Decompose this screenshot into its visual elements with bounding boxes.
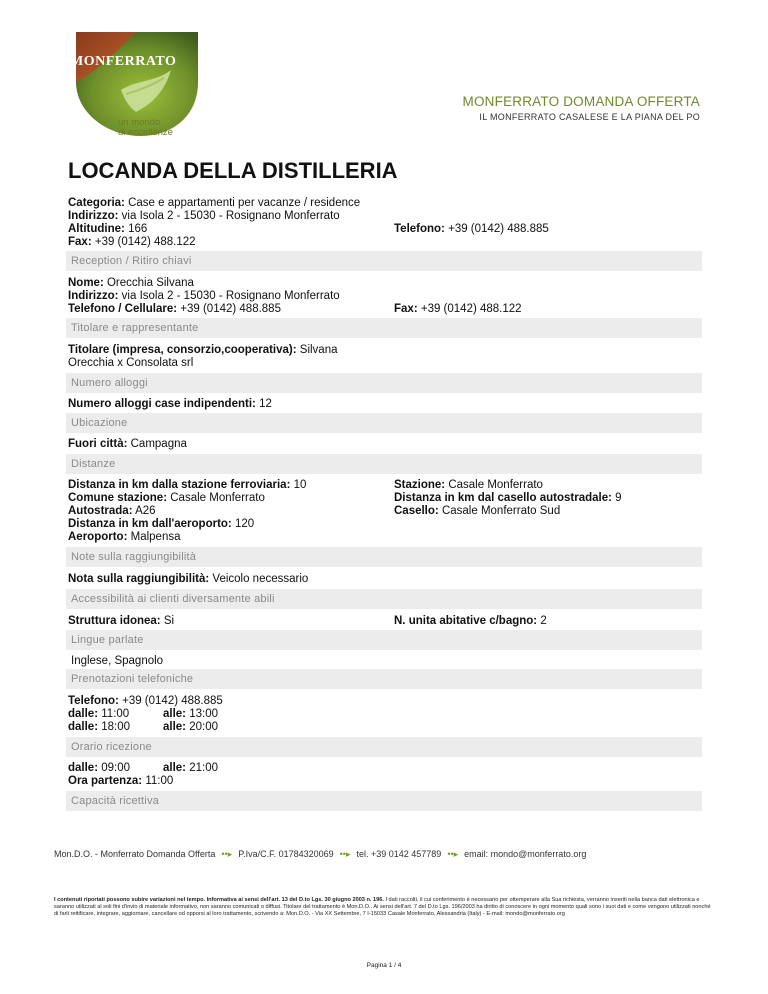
- distanza-casello: Distanza in km dal casello autostradale: 9: [394, 492, 622, 504]
- section-lingue: [66, 630, 702, 650]
- section-ubicazione: [66, 413, 702, 433]
- distanza-stazione: Distanza in km dalla stazione ferroviaria: 10: [68, 479, 307, 491]
- casello: Casello: Casale Monferrato Sud: [394, 505, 561, 517]
- section-prenotazioni-label: Prenotazioni telefoniche: [71, 673, 194, 685]
- section-orario: [66, 737, 702, 757]
- section-reception-label: Reception / Ritiro chiavi: [71, 255, 192, 267]
- footer-tel: tel. +39 0142 457789: [356, 849, 442, 859]
- autostrada: Autostrada: A26: [68, 505, 156, 517]
- section-capacita-label: Capacità ricettiva: [71, 795, 159, 807]
- footer-email[interactable]: email: mondo@monferrato.org: [464, 849, 587, 859]
- section-numero-alloggi: [66, 373, 702, 393]
- arrow-icon: ••▸: [339, 848, 351, 859]
- section-titolare-label: Titolare e rappresentante: [71, 322, 199, 334]
- section-accessibilita: [66, 589, 702, 609]
- prenotazioni-dalle-2: dalle: 18:00: [68, 721, 131, 733]
- orario-partenza: Ora partenza: 11:00: [68, 775, 174, 787]
- prenotazioni-alle-1: alle: 13:00: [163, 708, 218, 720]
- prenotazioni-telefono: Telefono: +39 (0142) 488.885: [68, 695, 223, 707]
- comune-stazione: Comune stazione: Casale Monferrato: [68, 492, 265, 504]
- logo-tagline-line1: un mondo: [118, 117, 161, 128]
- distanza-aeroporto: Distanza in km dall'aeroporto: 120: [68, 518, 255, 530]
- legal-notice: [54, 897, 714, 918]
- arrow-icon: ••▸: [447, 848, 459, 859]
- section-orario-label: Orario ricezione: [71, 741, 152, 753]
- reception-nome: Nome: Orecchia Silvana: [68, 277, 194, 289]
- categoria-line: Categoria: Case e appartamenti per vacanze / residence: [68, 197, 361, 209]
- section-numero-alloggi-label: Numero alloggi: [71, 377, 148, 389]
- section-capacita: [66, 791, 702, 811]
- prenotazioni-dalle-1: dalle: 11:00: [68, 708, 130, 720]
- page-title: LOCANDA DELLA DISTILLERIA: [68, 158, 398, 183]
- lingue-value: Inglese, Spagnolo: [71, 655, 164, 667]
- struttura-idonea: Struttura idonea: Si: [68, 615, 175, 627]
- header-title: MONFERRATO DOMANDA OFFERTA: [462, 94, 700, 109]
- section-note-label: Note sulla raggiungibilità: [71, 551, 197, 563]
- logo-brand: MONFERRATO: [70, 54, 177, 69]
- section-note: [66, 547, 702, 567]
- arrow-icon: ••▸: [221, 848, 233, 859]
- footer-piva: P.Iva/C.F. 01784320069: [238, 849, 334, 859]
- section-reception: [66, 251, 702, 271]
- titolare-line: Titolare (impresa, consorzio,cooperativa): Silvana: [68, 344, 338, 356]
- stazione: Stazione: Casale Monferrato: [394, 479, 543, 491]
- aeroporto: Aeroporto: Malpensa: [68, 531, 181, 543]
- section-ubicazione-label: Ubicazione: [71, 417, 128, 429]
- note-line: Nota sulla raggiungibilità: Veicolo necessario: [68, 573, 309, 585]
- altitudine-line: Altitudine: 166: [68, 223, 148, 235]
- section-lingue-label: Lingue parlate: [71, 634, 144, 646]
- reception-telefono: Telefono / Cellulare: +39 (0142) 488.885: [68, 303, 281, 315]
- alloggi-line: Numero alloggi case indipendenti: 12: [68, 398, 272, 410]
- header-subtitle: IL MONFERRATO CASALESE E LA PIANA DEL PO: [479, 112, 700, 122]
- titolare-line-2: Orecchia x Consolata srl: [68, 357, 194, 369]
- section-distanze-label: Distanze: [71, 458, 116, 470]
- legal-notice-text: I dati raccolti, il cui conferimento è necessario per ottemperare alla Sua richiesta, verranno inseriti nella banca dati elettronica e saranno utilizzati al soli fini d'invio di materiale informativo, non saranno comunicati o diffusi. Titolare del trattamento è Mon.D.O.. Ai sensi dell'art. 7 del D.to Lgs. 196/2003 ha diritto di conoscere in ogni momento quali sono i suoi dati e come vengono utilizzati nonché di farli rettificare, integrare, aggiornare, cancellare od opporsi al loro trattamento, scrivendo a: Mon.D.O. - Via XX Settembre, 7 I-15033 Casale Monferrato, Alessandria (Italy) - E-mail: mondo@monferrato.org: [54, 897, 711, 917]
- reception-indirizzo: Indirizzo: via Isola 2 - 15030 - Rosignano Monferrato: [68, 290, 340, 302]
- telefono-line: Telefono: +39 (0142) 488.885: [394, 223, 549, 235]
- legal-notice-bold: I contenuti riportati possono subire variazioni nel tempo. Informativa ai sensi dell'art. 13 del D.to Lgs. 30 giugno 2003 n. 196.: [54, 897, 384, 903]
- section-titolare: [66, 318, 702, 338]
- footer-contacts: [54, 843, 714, 865]
- unita-abitative: N. unita abitative c/bagno: 2: [394, 615, 547, 627]
- section-prenotazioni: [66, 669, 702, 689]
- orario-dalle: dalle: 09:00: [68, 762, 131, 774]
- logo-tagline: [118, 118, 173, 138]
- fax-line: Fax: +39 (0142) 488.122: [68, 236, 196, 248]
- orario-alle: alle: 21:00: [163, 762, 218, 774]
- section-accessibilita-label: Accessibilità ai clienti diversamente abili: [71, 593, 275, 605]
- footer-company: Mon.D.O. - Monferrato Domanda Offerta: [54, 849, 216, 859]
- indirizzo-line: Indirizzo: via Isola 2 - 15030 - Rosignano Monferrato: [68, 210, 340, 222]
- reception-fax: Fax: +39 (0142) 488.122: [394, 303, 522, 315]
- prenotazioni-alle-2: alle: 20:00: [163, 721, 218, 733]
- ubicazione-line: Fuori città: Campagna: [68, 438, 187, 450]
- page-number: Pagina 1 / 4: [366, 962, 402, 969]
- logo-tagline-line2: di eccellenze: [118, 127, 173, 138]
- section-distanze: [66, 454, 702, 474]
